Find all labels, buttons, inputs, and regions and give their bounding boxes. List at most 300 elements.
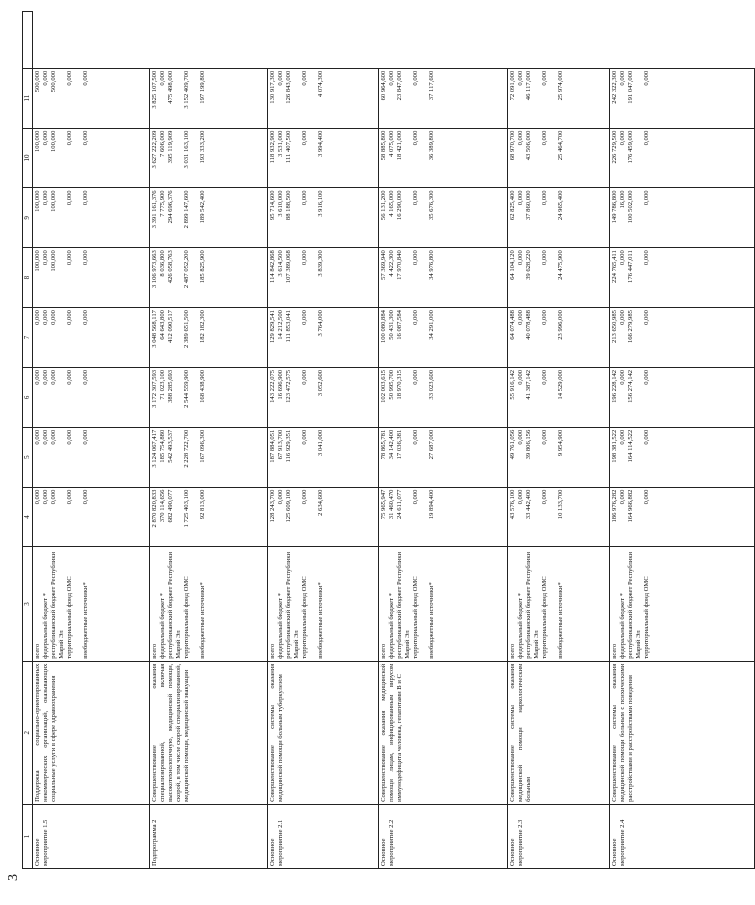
value-cell [268, 68, 379, 128]
amount-value: 24 611,077 [396, 489, 404, 519]
amount-value: 3 825 107,500 [151, 70, 158, 109]
funding-source-label: внебюджетные источники* [199, 582, 207, 659]
amount-value: 294 696,376 [167, 190, 175, 224]
header-row [23, 12, 33, 869]
amount-value: 0,000 [412, 429, 420, 445]
amount-value: 16 696,900 [277, 369, 285, 400]
row-name-cell: Совершенствование системы оказания медицинской помощи наркологическим больным [508, 661, 610, 804]
amount-value: 72 091,000 [509, 70, 516, 101]
amount-value: 43 506,000 [525, 130, 533, 161]
table-row [610, 12, 755, 869]
amount-value: 111 853,041 [285, 310, 293, 343]
amount-value: 0,000 [619, 250, 627, 266]
amount-value: 75 965,947 [380, 489, 387, 520]
amount-value: 0,000 [301, 310, 309, 325]
value-cell [610, 487, 755, 547]
amount-value: 0,000 [643, 310, 651, 325]
amount-value: 189 542,400 [199, 190, 207, 224]
amount-value: 156 274,142 [627, 369, 635, 403]
amount-value: 0,000 [643, 130, 651, 146]
amount-value: 166 279,985 [627, 310, 635, 344]
amount-value: 16 087,584 [396, 310, 404, 340]
funding-sources-cell [610, 547, 755, 661]
amount-value: 0,000 [50, 369, 58, 385]
value-cell [379, 427, 508, 487]
header-cell: 2 [23, 661, 33, 804]
table-row [268, 12, 379, 869]
amount-value: 7 606,000 [159, 130, 167, 157]
amount-value: 3 610,000 [277, 190, 285, 217]
amount-value: 0,000 [619, 429, 627, 445]
amount-value: 226 729,500 [611, 130, 618, 164]
amount-value: 0,000 [412, 190, 420, 206]
amount-value: 37 860,000 [525, 190, 533, 221]
amount-value: 0,000 [517, 489, 525, 505]
amount-value: 7 775,900 [159, 190, 167, 217]
row-name-cell: Совершенствование системы оказания медицинской помощи больным с психическими расстройствами и расстройствами поведения [610, 661, 755, 804]
amount-value: 33 023,600 [428, 369, 436, 400]
amount-value: 56 131,200 [380, 190, 387, 221]
amount-value: 41 387,142 [525, 369, 533, 400]
amount-value: 0,000 [66, 310, 74, 325]
amount-value: 0,000 [159, 70, 167, 86]
amount-value: 71 023,100 [159, 369, 167, 400]
amount-value: 187 884,051 [269, 429, 276, 463]
budget-table [22, 11, 755, 869]
value-cell [610, 128, 755, 188]
amount-value: 149 786,800 [611, 190, 618, 224]
table-row [150, 12, 268, 869]
amount-value: 4 422,300 [388, 250, 396, 277]
amount-value: 198 381,522 [611, 429, 618, 463]
value-cell [379, 128, 508, 188]
value-cell [379, 487, 508, 547]
amount-value: 2 487 052,200 [183, 250, 191, 289]
amount-value: 0,000 [82, 489, 90, 505]
amount-value: 3 994,400 [317, 130, 325, 157]
amount-value: 412 090,517 [167, 310, 175, 344]
amount-value: 0,000 [34, 310, 41, 325]
amount-value: 107 389,068 [285, 250, 293, 284]
amount-value: 143 222,075 [269, 369, 276, 403]
amount-value: 92 813,000 [199, 489, 207, 520]
amount-value: 25 464,700 [557, 130, 565, 161]
funding-source-label: федеральный бюджет * [277, 593, 285, 659]
amount-value: 0,000 [619, 70, 627, 86]
amount-value: 0,000 [50, 310, 58, 325]
amount-value: 3 048 568,117 [151, 310, 158, 348]
amount-value: 130 917,300 [269, 70, 276, 104]
funding-source-label: территориальный фонд ОМС [643, 576, 651, 659]
table-row [379, 12, 508, 869]
value-cell [379, 188, 508, 248]
amount-value: 4 074,300 [317, 70, 325, 98]
amount-value: 0,000 [301, 190, 309, 206]
amount-value: 123 472,575 [285, 369, 293, 403]
value-cell [268, 308, 379, 368]
amount-value: 3 106 973,663 [151, 250, 158, 289]
value-cell [610, 367, 755, 427]
amount-value: 102 003,615 [380, 369, 387, 403]
funding-source-label: республиканский бюджет Республики Марий Эл [50, 551, 66, 659]
value-cell [508, 367, 610, 427]
amount-value: 0,000 [643, 369, 651, 385]
value-cell [508, 308, 610, 368]
amount-value: 0,000 [517, 429, 525, 445]
amount-value: 100,000 [50, 190, 58, 212]
amount-value: 3 764,000 [317, 310, 325, 337]
funding-source-label: всего [611, 643, 618, 659]
amount-value: 0,000 [388, 70, 396, 86]
amount-value: 185 825,900 [199, 250, 207, 284]
amount-value: 0,000 [517, 70, 525, 86]
funding-sources-cell [150, 547, 268, 661]
value-cell [508, 427, 610, 487]
table-body [23, 12, 755, 869]
row-name-cell: Поддержка социально-ориентированных некоммерческих организаций, оказывающих социальные услуги в сфере здравоохранения [33, 661, 150, 804]
amount-value: 0,000 [517, 190, 525, 206]
amount-value: 18 970,315 [396, 369, 404, 400]
amount-value: 0,000 [42, 190, 50, 206]
amount-value: 0,000 [82, 369, 90, 385]
value-cell [150, 188, 268, 248]
amount-value: 0,000 [517, 310, 525, 325]
amount-value: 0,000 [643, 250, 651, 266]
amount-value: 14 212,500 [277, 310, 285, 340]
value-cell [610, 248, 755, 308]
amount-value: 196 228,142 [611, 369, 618, 403]
amount-value: 8 036,800 [159, 250, 167, 277]
amount-value: 0,000 [619, 369, 627, 385]
amount-value: 0,000 [50, 489, 58, 505]
amount-value: 0,000 [82, 190, 90, 206]
amount-value: 4 165,000 [388, 190, 396, 217]
page-number: 3 [6, 874, 21, 881]
amount-value: 186 976,282 [611, 489, 618, 523]
amount-value: 100,000 [34, 250, 41, 272]
table-row [33, 12, 150, 869]
amount-value: 176 447,011 [627, 250, 635, 283]
amount-value: 0,000 [643, 429, 651, 445]
amount-value: 34 291,000 [428, 310, 436, 340]
amount-value: 0,000 [541, 310, 549, 325]
value-cell [610, 68, 755, 128]
amount-value: 3 172 307,593 [151, 369, 158, 408]
value-cell [150, 68, 268, 128]
amount-value: 10 133,700 [557, 489, 565, 520]
amount-value: 9 954,900 [557, 429, 565, 457]
amount-value: 19 894,400 [428, 489, 436, 520]
amount-value: 68 970,700 [509, 130, 516, 161]
amount-value: 118 932,900 [269, 130, 276, 164]
amount-value: 0,000 [541, 489, 549, 505]
amount-value: 40 078,488 [525, 310, 533, 340]
amount-value: 475 498,000 [167, 70, 175, 104]
amount-value: 2 389 651,500 [183, 310, 191, 348]
amount-value: 4 075,000 [388, 130, 396, 157]
funding-source-label: всего [269, 643, 276, 659]
amount-value: 0,000 [643, 70, 651, 86]
amount-value: 197 199,800 [199, 70, 207, 104]
amount-value: 3 052,600 [317, 369, 325, 397]
amount-value: 34 142,400 [388, 429, 396, 460]
amount-value: 64 074,488 [509, 310, 516, 340]
header-cell [23, 12, 33, 69]
amount-value: 16 290,000 [396, 190, 404, 221]
amount-value: 0,000 [541, 70, 549, 86]
header-cell: 8 [23, 248, 33, 308]
amount-value: 0,000 [42, 70, 50, 86]
funding-source-label: территориальный фонд ОМС [301, 576, 309, 659]
funding-source-label: всего [34, 643, 41, 659]
amount-value: 0,000 [619, 130, 627, 146]
amount-value: 182 182,300 [199, 310, 207, 344]
amount-value: 0,000 [541, 130, 549, 146]
value-cell [268, 188, 379, 248]
value-cell [150, 308, 268, 368]
amount-value: 242 322,300 [611, 70, 618, 104]
funding-source-label: территориальный фонд ОМС [412, 576, 420, 659]
amount-value: 0,000 [66, 489, 74, 505]
amount-value: 49 761,056 [509, 429, 516, 460]
funding-source-label: республиканский бюджет Республики Марий Эл [525, 551, 541, 659]
row-kind-cell: Основное мероприятие 2.4 [610, 804, 755, 868]
amount-value: 116 929,351 [285, 429, 293, 463]
row-kind-cell: Основное мероприятие 2.1 [268, 804, 379, 868]
amount-value: 125 609,100 [285, 489, 293, 523]
amount-value: 395 119,909 [167, 130, 175, 164]
header-cell: 5 [23, 427, 33, 487]
amount-value: 100,000 [34, 190, 41, 212]
amount-value: 0,000 [541, 429, 549, 445]
value-cell [508, 248, 610, 308]
funding-source-label: всего [509, 643, 516, 659]
amount-value: 0,000 [66, 190, 74, 206]
amount-value: 128 243,700 [269, 489, 276, 523]
amount-value: 23 996,000 [557, 310, 565, 340]
value-cell [379, 248, 508, 308]
value-cell [150, 487, 268, 547]
value-cell [33, 367, 150, 427]
amount-value: 0,000 [517, 369, 525, 385]
amount-value: 191 047,000 [627, 70, 635, 104]
amount-value: 3 124 067,417 [151, 429, 158, 468]
amount-value: 78 865,781 [380, 429, 387, 460]
amount-value: 43 576,100 [509, 489, 516, 520]
amount-value: 0,000 [34, 369, 41, 385]
amount-value: 500,000 [50, 70, 58, 93]
amount-value: 0,000 [66, 130, 74, 146]
funding-source-label: территориальный фонд ОМС [183, 576, 191, 659]
amount-value: 0,000 [50, 429, 58, 445]
amount-value: 35 676,300 [428, 190, 436, 221]
value-cell [268, 487, 379, 547]
amount-value: 27 687,000 [428, 429, 436, 460]
value-cell [508, 188, 610, 248]
amount-value: 17 036,381 [396, 429, 404, 460]
amount-value: 0,000 [412, 310, 420, 325]
amount-value: 14 529,000 [557, 369, 565, 400]
amount-value: 64 104,120 [509, 250, 516, 280]
funding-source-label: федеральный бюджет * [517, 593, 525, 659]
amount-value: 37 117,600 [428, 70, 436, 101]
funding-source-label: республиканский бюджет Республики Марий Эл [627, 551, 643, 659]
value-cell [33, 128, 150, 188]
value-cell [268, 248, 379, 308]
amount-value: 2 870 820,833 [151, 489, 158, 528]
funding-source-label: республиканский бюджет Республики Марий Эл [396, 551, 412, 659]
amount-value: 0,000 [412, 70, 420, 86]
amount-value: 3 041,000 [317, 429, 325, 457]
amount-value: 95 714,600 [269, 190, 276, 221]
amount-value: 0,000 [42, 130, 50, 146]
funding-source-label: территориальный фонд ОМС [541, 576, 549, 659]
value-cell [33, 188, 150, 248]
funding-source-label: всего [151, 643, 158, 659]
row-name-cell: Совершенствование системы оказания медицинской помощи больным туберкулезом [268, 661, 379, 804]
value-cell [610, 188, 755, 248]
amount-value: 57 369,940 [380, 250, 387, 280]
amount-value: 370 114,656 [159, 489, 167, 523]
amount-value: 3 839,300 [317, 250, 325, 277]
funding-sources-cell [508, 547, 610, 661]
value-cell [33, 248, 150, 308]
funding-source-label: федеральный бюджет * [388, 593, 396, 659]
amount-value: 0,000 [82, 70, 90, 86]
value-cell [150, 427, 268, 487]
amount-value: 500,000 [34, 70, 41, 93]
amount-value: 213 650,985 [611, 310, 618, 344]
funding-source-label: федеральный бюджет * [619, 593, 627, 659]
funding-source-label: внебюджетные источники* [557, 582, 565, 659]
amount-value: 0,000 [42, 429, 50, 445]
value-cell [268, 367, 379, 427]
funding-source-label: республиканский бюджет Республики Марий Эл [285, 551, 301, 659]
amount-value: 67 913,700 [277, 429, 285, 460]
amount-value: 50 431,300 [388, 310, 396, 340]
row-name-cell: Совершенствование оказания специализированной, включая высокотехнологичную, медицинской помощи, скорой, в том числе скорой специализированной, медицинской помощи, медицинской эвакуации [150, 661, 268, 804]
row-name-cell: Совершенствование оказания медицинской помощи лицам, инфицированным вирусом иммунодефицита человека, гепатитами B и C [379, 661, 508, 804]
amount-value: 3 627 222,209 [151, 130, 158, 169]
value-cell [379, 68, 508, 128]
amount-value: 0,000 [517, 250, 525, 266]
amount-value: 3 391 161,376 [151, 190, 158, 229]
amount-value: 34 976,800 [428, 250, 436, 280]
value-cell [33, 427, 150, 487]
amount-value: 33 442,400 [525, 489, 533, 520]
value-cell [610, 308, 755, 368]
amount-value: 17 970,840 [396, 250, 404, 280]
amount-value: 60 964,600 [380, 70, 387, 101]
value-cell [610, 427, 755, 487]
amount-value: 3 031 163,100 [183, 130, 191, 169]
amount-value: 3 152 409,700 [183, 70, 191, 109]
value-cell [508, 128, 610, 188]
amount-value: 0,000 [412, 489, 420, 505]
amount-value: 0,000 [619, 310, 627, 325]
amount-value: 39 806,156 [525, 429, 533, 460]
amount-value: 111 407,500 [285, 130, 293, 164]
amount-value: 100,000 [50, 250, 58, 272]
funding-sources-cell [268, 547, 379, 661]
amount-value: 58 885,800 [380, 130, 387, 161]
amount-value: 25 974,000 [557, 70, 565, 101]
header-cell: 3 [23, 547, 33, 661]
amount-value: 0,000 [643, 190, 651, 206]
header-cell: 7 [23, 308, 33, 368]
funding-source-label: территориальный фонд ОМС [66, 576, 74, 659]
amount-value: 193 333,200 [199, 130, 207, 164]
amount-value: 168 438,900 [199, 369, 207, 403]
amount-value: 0,000 [301, 429, 309, 445]
funding-source-label: внебюджетные источники* [317, 582, 325, 659]
amount-value: 16,000 [619, 190, 627, 209]
row-kind-cell: Основное мероприятие 1.5 [33, 804, 150, 868]
amount-value: 0,000 [412, 130, 420, 146]
value-cell [268, 128, 379, 188]
amount-value: 164 114,522 [627, 429, 635, 463]
value-cell [150, 248, 268, 308]
amount-value: 0,000 [66, 250, 74, 266]
amount-value: 0,000 [66, 369, 74, 385]
amount-value: 0,000 [42, 489, 50, 505]
amount-value: 0,000 [541, 369, 549, 385]
amount-value: 24 475,900 [557, 250, 565, 280]
amount-value: 100,000 [34, 130, 41, 153]
value-cell [33, 308, 150, 368]
amount-value: 3 614,500 [277, 250, 285, 277]
amount-value: 0,000 [541, 190, 549, 206]
funding-source-label: внебюджетные источники* [428, 582, 436, 659]
funding-source-label: всего [380, 643, 387, 659]
row-kind-cell: Основное мероприятие 2.2 [379, 804, 508, 868]
amount-value: 0,000 [643, 489, 651, 505]
funding-source-label: республиканский бюджет Республики Марий Эл [167, 551, 183, 659]
amount-value: 24 965,400 [557, 190, 565, 221]
amount-value: 0,000 [541, 250, 549, 266]
amount-value: 0,000 [517, 130, 525, 146]
amount-value: 426 058,763 [167, 250, 175, 284]
value-cell [508, 487, 610, 547]
amount-value: 388 285,693 [167, 369, 175, 403]
amount-value: 542 493,537 [167, 429, 175, 463]
header-cell: 11 [23, 68, 33, 128]
value-cell [33, 68, 150, 128]
amount-value: 62 825,400 [509, 190, 516, 221]
amount-value: 0,000 [619, 489, 627, 505]
amount-value: 46 117,000 [525, 70, 533, 101]
amount-value: 1 725 403,100 [183, 489, 191, 528]
value-cell [268, 427, 379, 487]
funding-source-label: внебюджетные источники* [82, 582, 90, 659]
amount-value: 0,000 [66, 429, 74, 445]
amount-value: 0,000 [82, 310, 90, 325]
funding-sources-cell [379, 547, 508, 661]
amount-value: 0,000 [82, 130, 90, 146]
amount-value: 100,000 [50, 130, 58, 153]
amount-value: 0,000 [42, 369, 50, 385]
amount-value: 224 765,411 [611, 250, 618, 283]
amount-value: 0,000 [66, 70, 74, 86]
amount-value: 0,000 [277, 70, 285, 86]
amount-value: 2 228 722,700 [183, 429, 191, 468]
amount-value: 88 188,500 [285, 190, 293, 221]
amount-value: 167 096,300 [199, 429, 207, 463]
amount-value: 0,000 [301, 250, 309, 266]
amount-value: 0,000 [34, 489, 41, 505]
value-cell [150, 128, 268, 188]
value-cell [379, 367, 508, 427]
